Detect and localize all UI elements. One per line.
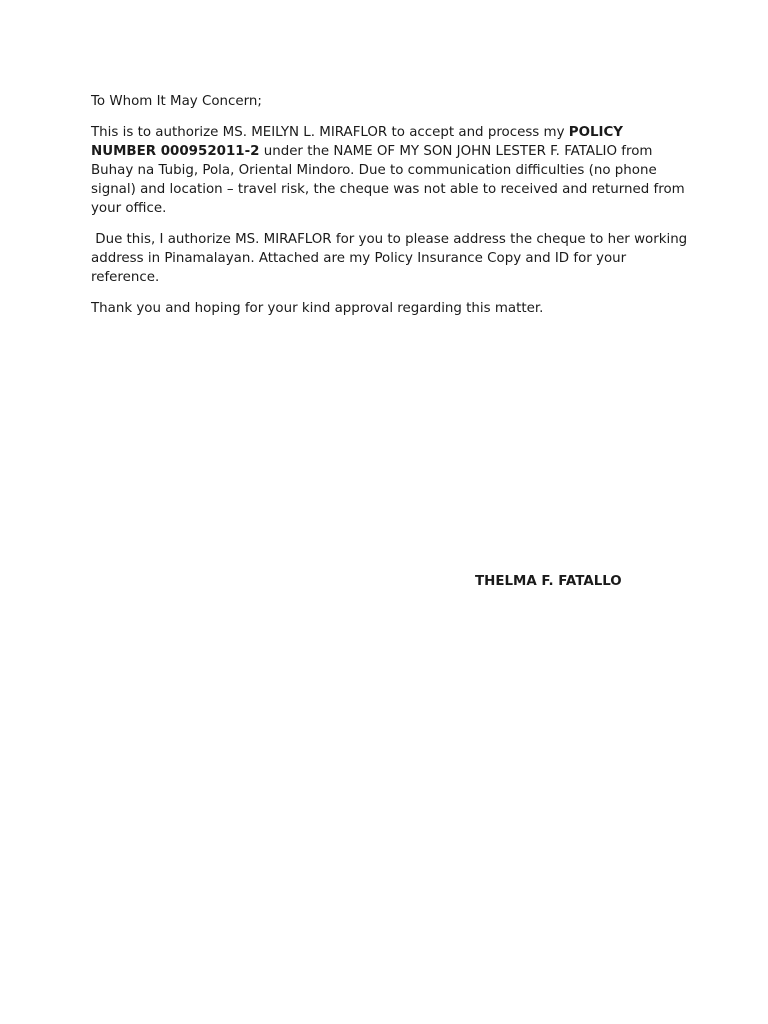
closing-paragraph: Thank you and hoping for your kind approval regarding this matter. [91,301,544,316]
signature-name: THELMA F. FATALLO [475,574,622,589]
policy-number: POLICY NUMBER 000952011-2 [91,125,624,159]
authorization-text-part2: under the NAME OF MY SON JOHN LESTER F. FATALIO from Buhay na Tubig, Pola, Oriental Mindoro. Due to communication difficulties (no phone signal) and location – travel risk, the cheque was not able to received and returned from your office. [91,144,685,216]
salutation: To Whom It May Concern; [91,94,262,109]
letter-body [91,92,691,330]
address-paragraph: Due this, I authorize MS. MIRAFLOR for you to please address the cheque to her working address in Pinamalayan. Attached are my Policy Insurance Copy and ID for your reference. [91,232,692,285]
authorization-text-part1: This is to authorize MS. MEILYN L. MIRAFLOR to accept and process my [91,125,569,140]
authorization-paragraph [91,123,691,218]
